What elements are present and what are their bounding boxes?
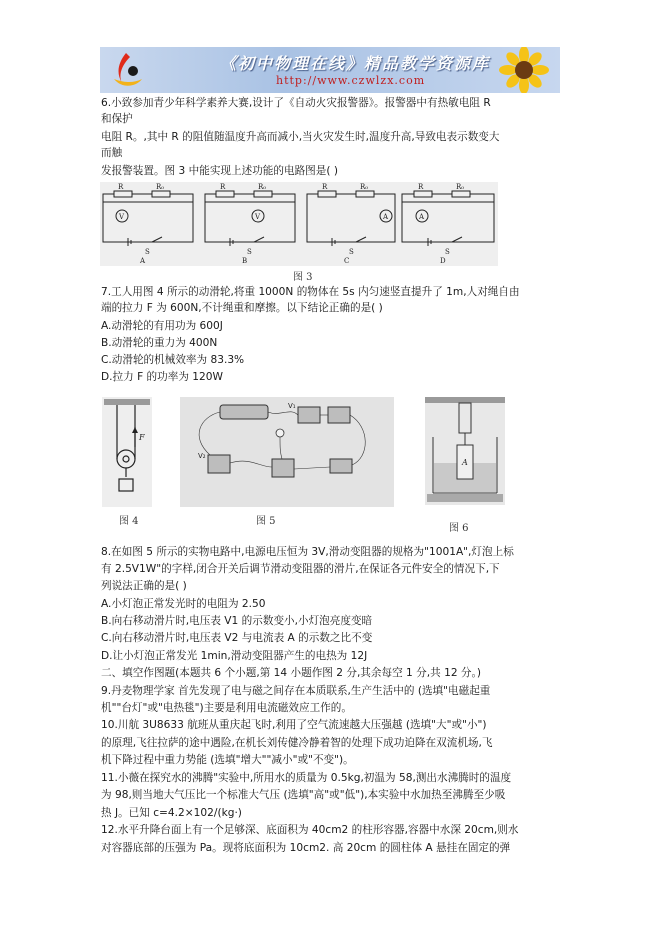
header-banner (100, 47, 560, 93)
q8-option-d: D.让小灯泡正常发光 1min,滑动变阻器产生的电热为 12J (101, 650, 368, 662)
fig3-c-meter: A (383, 213, 389, 221)
q8-line-3: 列说法正确的是( ) (101, 580, 187, 592)
fig3-c-label: C (344, 257, 350, 265)
site-logo-icon (106, 49, 146, 91)
q7-line-1: 7.工人用图 4 所示的动滑轮,将重 1000N 的物体在 5s 内匀速竖直提升了 1m,人对绳自由 (101, 286, 520, 298)
q8-option-a: A.小灯泡正常发光时的电阻为 2.50 (101, 598, 266, 610)
q6-line-4: 而触 (101, 147, 123, 159)
q9-line-1: 9.丹麦物理学家 首先发现了电与磁之间存在本质联系,生产生活中的 (选填"电磁起重 (101, 685, 491, 697)
q7-line-2: 端的拉力 F 为 600N,不计绳重和摩擦。以下结论正确的是( ) (101, 302, 383, 314)
q9-line-2: 机""台灯"或"电热毯")主要是利用电流磁效应工作的。 (101, 702, 352, 714)
q10-line-2: 的原理,飞往拉萨的途中遇险,在机长刘传健冷静着智的处理下成功迫降在双流机场,飞 (101, 737, 493, 749)
banner-url: http://www.czwlzx.com (276, 74, 426, 87)
fig3-b-r-label: R (220, 183, 226, 191)
q10-line-3: 机下降过程中重力势能 (选填"增大""减小"或"不变")。 (101, 754, 354, 766)
figure-5-physical-circuit (180, 397, 394, 507)
q7-option-a: A.动滑轮的有用功为 600J (101, 320, 223, 332)
section-2-heading: 二、填空作图题(本题共 6 个小题,第 14 小题作图 2 分,其余每空 1 分,共 12 分。) (101, 667, 481, 679)
q7-option-c: C.动滑轮的机械效率为 83.3% (101, 354, 245, 366)
fig3-c-r0-label: R₀ (360, 183, 369, 191)
figure-4-pulley (102, 397, 152, 507)
figure-6-caption: 图 6 (449, 523, 469, 534)
q11-line-2: 为 98,则当地大气压比一个标准大气压 (选填"高"或"低"),本实验中水加热至沸腾至少吸 (101, 789, 506, 801)
fig3-a-meter: V (119, 213, 125, 221)
q6-line-5: 发报警装置。图 3 中能实现上述功能的电路图是( ) (101, 165, 338, 177)
q11-line-1: 11.小薇在探究水的沸腾"实验中,所用水的质量为 0.5kg,初温为 58,测出水沸腾时的温度 (101, 772, 512, 784)
fig3-d-r0-label: R₀ (456, 183, 465, 191)
fig3-b-meter: V (255, 213, 261, 221)
fig3-d-label: D (440, 257, 446, 265)
q11-line-3: 热 J。已知 c=4.2×102/(kg·) (101, 807, 242, 819)
q10-line-1: 10.川航 3U8633 航班从重庆起飞时,利用了空气流速越大压强越 (选填"大"或"小") (101, 719, 487, 731)
figure-6-spring-scale (425, 397, 505, 505)
fig5-v1-label: V₁ (288, 402, 296, 410)
q7-option-b: B.动滑轮的重力为 400N (101, 337, 218, 349)
q12-line-2: 对容器底部的压强为 Pa。现将底面积为 10cm2. 高 20cm 的圆柱体 A 悬挂在固定的弹 (101, 842, 511, 854)
fig3-b-label: B (242, 257, 248, 265)
fig3-c-switch: S (349, 248, 354, 256)
q8-line-1: 8.在如图 5 所示的实物电路中,电源电压恒为 3V,滑动变阻器的规格为"1001A",灯泡上标 (101, 546, 514, 558)
figure-4-caption: 图 4 (119, 516, 139, 527)
q6-line-2: 和保护 (101, 113, 133, 125)
fig3-c-r-label: R (322, 183, 328, 191)
figure-3-caption: 图 3 (293, 272, 313, 283)
fig6-block-label: A (462, 458, 468, 467)
q8-line-2: 有 2.5V1W"的字样,闭合开关后调节滑动变阻器的滑片,在保证各元件安全的情况下,下 (101, 563, 500, 575)
q6-line-3: 电阻 R。,其中 R 的阻值随温度升高而减小,当火灾发生时,温度升高,导致电表示数变大 (101, 131, 500, 143)
fig3-d-switch: S (445, 248, 450, 256)
q7-option-d: D.拉力 F 的功率为 120W (101, 371, 223, 383)
fig3-a-switch: S (145, 248, 150, 256)
figure-5-caption: 图 5 (256, 516, 276, 527)
figure-3-circuits (100, 182, 498, 266)
fig3-d-r-label: R (418, 183, 424, 191)
fig3-d-meter: A (419, 213, 425, 221)
sunflower-icon (492, 47, 556, 93)
fig5-v2-label: V₂ (198, 452, 206, 460)
fig3-b-r0-label: R₀ (258, 183, 267, 191)
q6-line-1: 6.小致参加青少年科学素养大赛,设计了《自动火灾报警器》。报警器中有热敏电阻 R (101, 97, 491, 109)
fig3-a-r0-label: R₀ (156, 183, 165, 191)
q8-option-b: B.向右移动滑片时,电压表 V1 的示数变小,小灯泡亮度变暗 (101, 615, 373, 627)
fig3-b-switch: S (247, 248, 252, 256)
q8-option-c: C.向右移动滑片时,电压表 V2 与电流表 A 的示数之比不变 (101, 632, 373, 644)
q12-line-1: 12.水平升降台面上有一个足够深、底面积为 40cm2 的柱形容器,容器中水深 20cm,则水 (101, 824, 519, 836)
fig3-a-r-label: R (118, 183, 124, 191)
fig3-a-label: A (140, 257, 146, 265)
banner-title: 《初中物理在线》精品教学资源库 (220, 54, 491, 73)
fig4-force-label: F (139, 433, 145, 442)
